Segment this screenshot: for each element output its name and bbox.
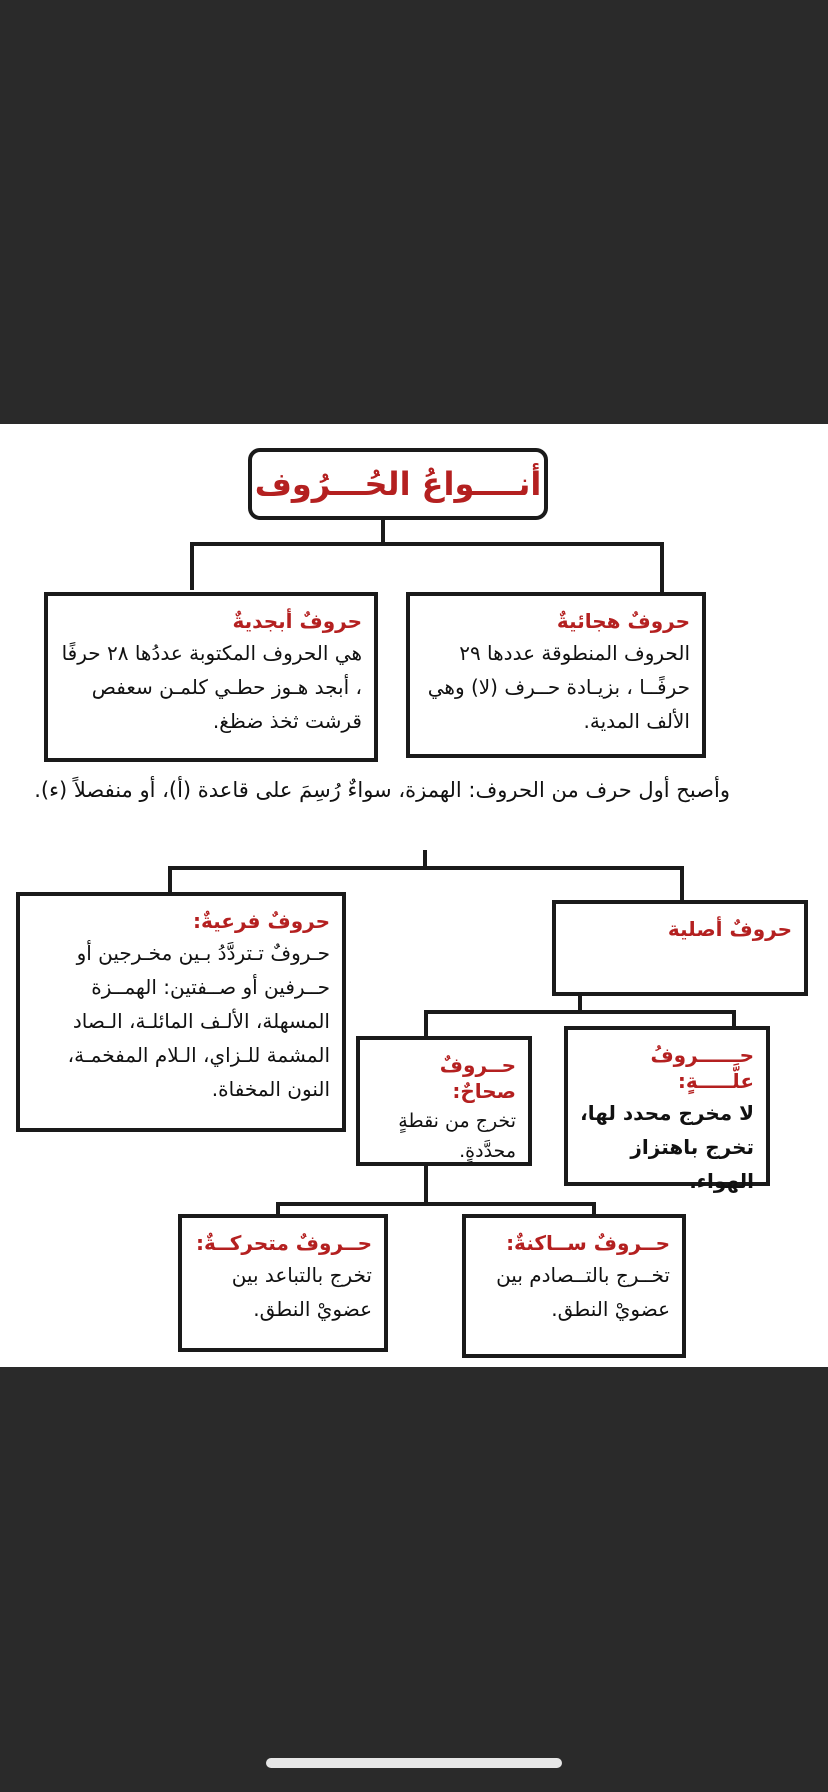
asliya-box [552, 900, 808, 996]
hijaiya-text: الحروف المنطوقة عددها ٢٩ حرفًــا ، بزيـادة حــرف (لا) وهي الألف المدية. [427, 641, 690, 733]
sihah-title: حــروفٌ صحاحٌ: [439, 1053, 516, 1103]
connector [660, 542, 664, 594]
abjadiya-text: هي الحروف المكتوبة عددُها ٢٨ حرفًا ، أبجد هـوز حطـي كلمـن سعفص قرشت ثخذ ضظغ. [61, 641, 362, 733]
abjadiya-title: حروفٌ أبجديةٌ [232, 609, 362, 633]
connector [680, 866, 684, 900]
hamza-paragraph: وأصبح أول حرف من الحروف: الهمزة، سواءٌ رُسِمَ على قاعدة (أ)، أو منفصلاً (ء). [34, 778, 730, 802]
fariya-title: حروفٌ فرعيةٌ: [193, 909, 330, 933]
illa-box [564, 1026, 770, 1193]
sakina-title: حــروفٌ ســاكنةٌ: [506, 1231, 670, 1255]
hijaiya-box [406, 592, 706, 758]
sihah-box [356, 1036, 532, 1166]
sakina-box [462, 1214, 686, 1358]
hijaiya-title: حروفٌ هجائيةٌ [556, 609, 690, 633]
home-indicator[interactable] [266, 1758, 562, 1768]
connector [190, 542, 664, 546]
mutaharrika-text: تخرج بالتباعد بين عضويْ النطق. [231, 1263, 372, 1321]
diagram-title: أنــــواعُ الحُـــرُوف [248, 448, 548, 520]
fariya-text: حـروفٌ تـتردَّدُ بـين مخـرجين أو حــرفين أو صــفتين: الهمــزة المسهلة، الألـف المائلـة، الـصاد المشمة للـزاي، الـلام المفخمـة، النون المخفاة. [67, 941, 330, 1101]
connector [424, 1010, 736, 1014]
connector [276, 1202, 596, 1206]
sakina-text: تخــرج بالتــصادم بين عضويْ النطق. [496, 1263, 670, 1321]
abjadiya-box [44, 592, 378, 762]
mutaharrika-box [178, 1214, 388, 1352]
asliya-title: حروفٌ أصلية [667, 917, 792, 941]
connector [381, 520, 385, 544]
connector [424, 1010, 428, 1038]
connector [168, 866, 684, 870]
mutaharrika-title: حــروفٌ متحركــةٌ: [196, 1231, 372, 1255]
illa-title: حــــــروفُ علَّـــــةٍ: [650, 1043, 754, 1093]
connector [424, 1166, 428, 1206]
sihah-text: تخرج من نقطةٍ محدَّدةٍ. [398, 1110, 516, 1162]
fariya-box [16, 892, 346, 1132]
illa-text: لا مخرج محدد لها، تخرج باهتزاز الهواء. [580, 1101, 754, 1193]
connector [190, 542, 194, 590]
